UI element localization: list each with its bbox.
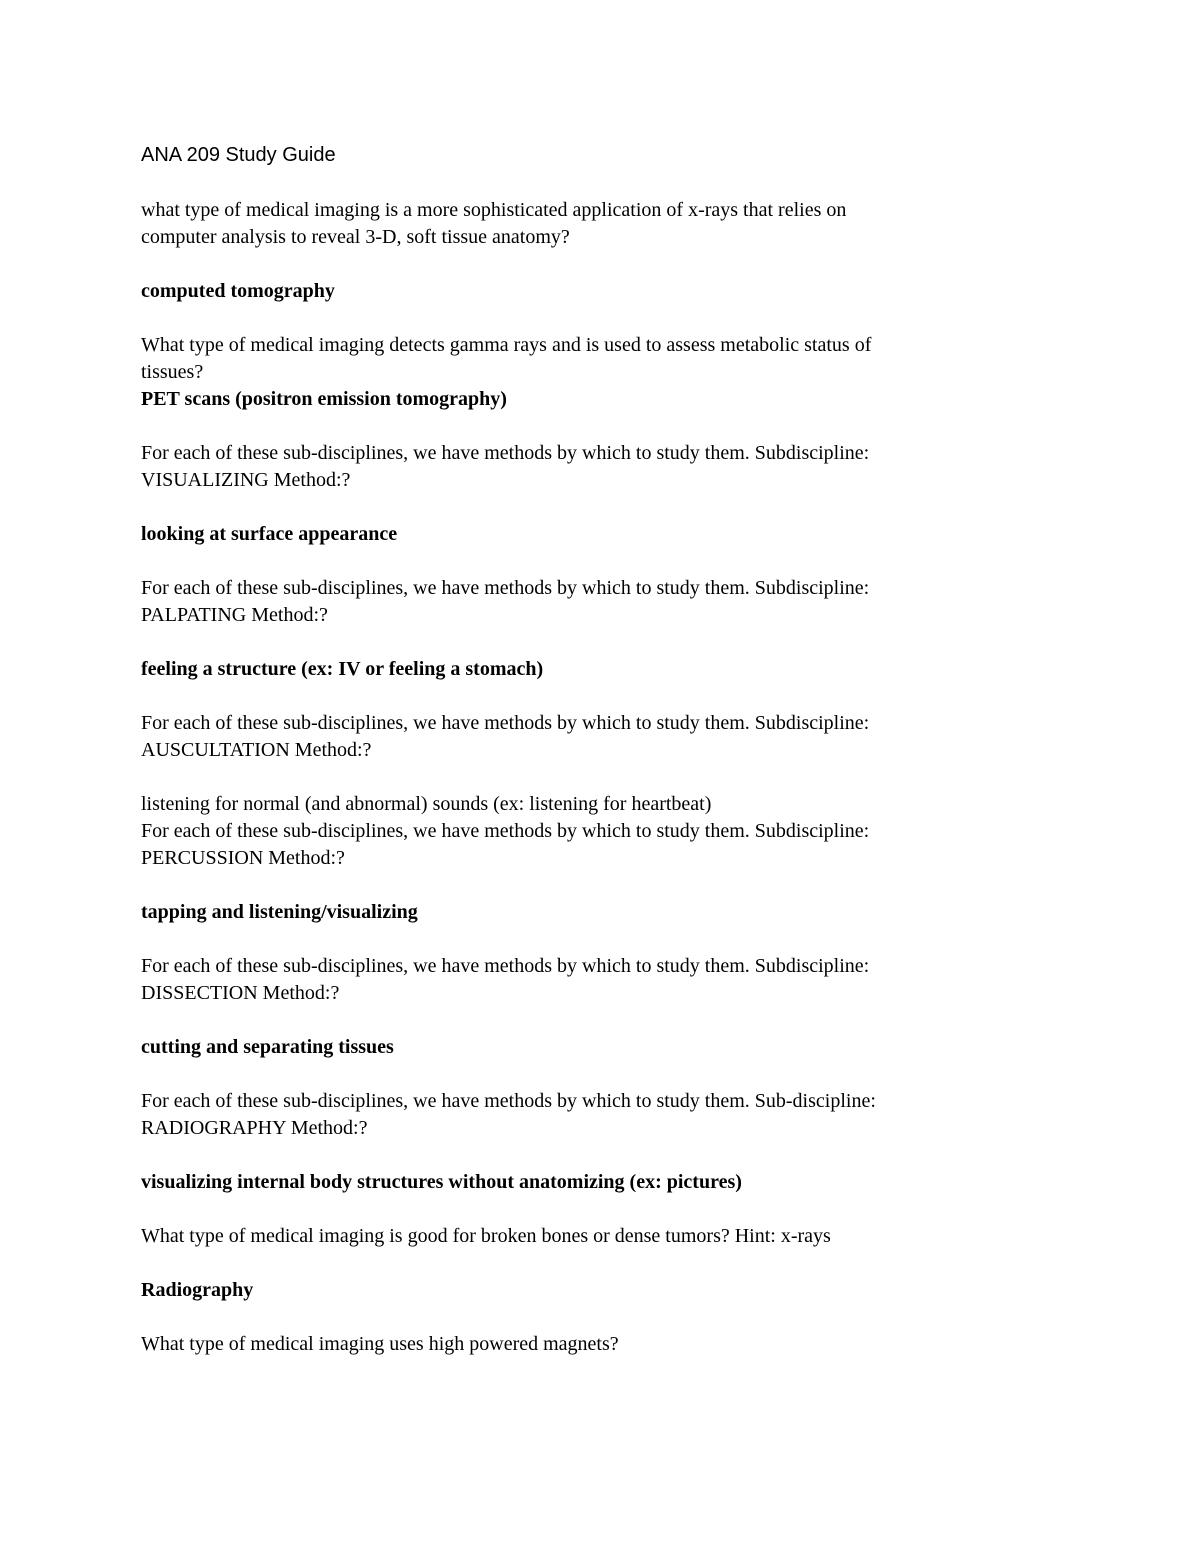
spacer	[141, 413, 1041, 440]
spacer	[141, 1304, 1041, 1331]
question-8: For each of these sub-disciplines, we have methods by which to study them. Sub-discipline: RADIOGRAPHY Method:?	[141, 1090, 876, 1139]
spacer	[141, 1250, 1041, 1277]
spacer	[141, 494, 1041, 521]
question-7: For each of these sub-disciplines, we have methods by which to study them. Subdiscipline: DISSECTION Method:?	[141, 955, 870, 1004]
spacer	[141, 872, 1041, 899]
spacer	[141, 1142, 1041, 1169]
spacer	[141, 764, 1041, 791]
spacer	[141, 305, 1041, 332]
question-9: What type of medical imaging is good for broken bones or dense tumors? Hint: x-rays	[141, 1225, 831, 1247]
question-10: What type of medical imaging uses high powered magnets?	[141, 1333, 619, 1355]
answer-7: cutting and separating tissues	[141, 1036, 394, 1058]
answer-5: listening for normal (and abnormal) sounds (ex: listening for heartbeat)	[141, 793, 712, 815]
answer-4: feeling a structure (ex: IV or feeling a stomach)	[141, 658, 544, 680]
spacer	[141, 629, 1041, 656]
answer-2: PET scans (positron emission tomography)	[141, 388, 507, 410]
spacer	[141, 683, 1041, 710]
document-title: ANA 209 Study Guide	[141, 144, 336, 166]
question-4: For each of these sub-disciplines, we have methods by which to study them. Subdiscipline: PALPATING Method:?	[141, 577, 870, 626]
answer-9: Radiography	[141, 1279, 254, 1301]
spacer	[141, 1061, 1041, 1088]
spacer	[141, 1007, 1041, 1034]
spacer	[141, 548, 1041, 575]
question-1: what type of medical imaging is a more sophisticated application of x-rays that relies on computer analysis to reveal 3-D, soft tissue anatomy?	[141, 199, 847, 248]
document-body	[141, 142, 1041, 1358]
spacer	[141, 1196, 1041, 1223]
spacer	[141, 926, 1041, 953]
answer-6: tapping and listening/visualizing	[141, 901, 418, 923]
answer-3: looking at surface appearance	[141, 523, 398, 545]
answer-1: computed tomography	[141, 280, 335, 302]
question-5: For each of these sub-disciplines, we have methods by which to study them. Subdiscipline: AUSCULTATION Method:?	[141, 712, 870, 761]
spacer	[141, 251, 1041, 278]
question-3: For each of these sub-disciplines, we have methods by which to study them. Subdiscipline: VISUALIZING Method:?	[141, 442, 870, 491]
question-6: For each of these sub-disciplines, we have methods by which to study them. Subdiscipline: PERCUSSION Method:?	[141, 820, 870, 869]
answer-8: visualizing internal body structures without anatomizing (ex: pictures)	[141, 1171, 742, 1193]
question-2: What type of medical imaging detects gamma rays and is used to assess metabolic status of tissues?	[141, 334, 872, 383]
